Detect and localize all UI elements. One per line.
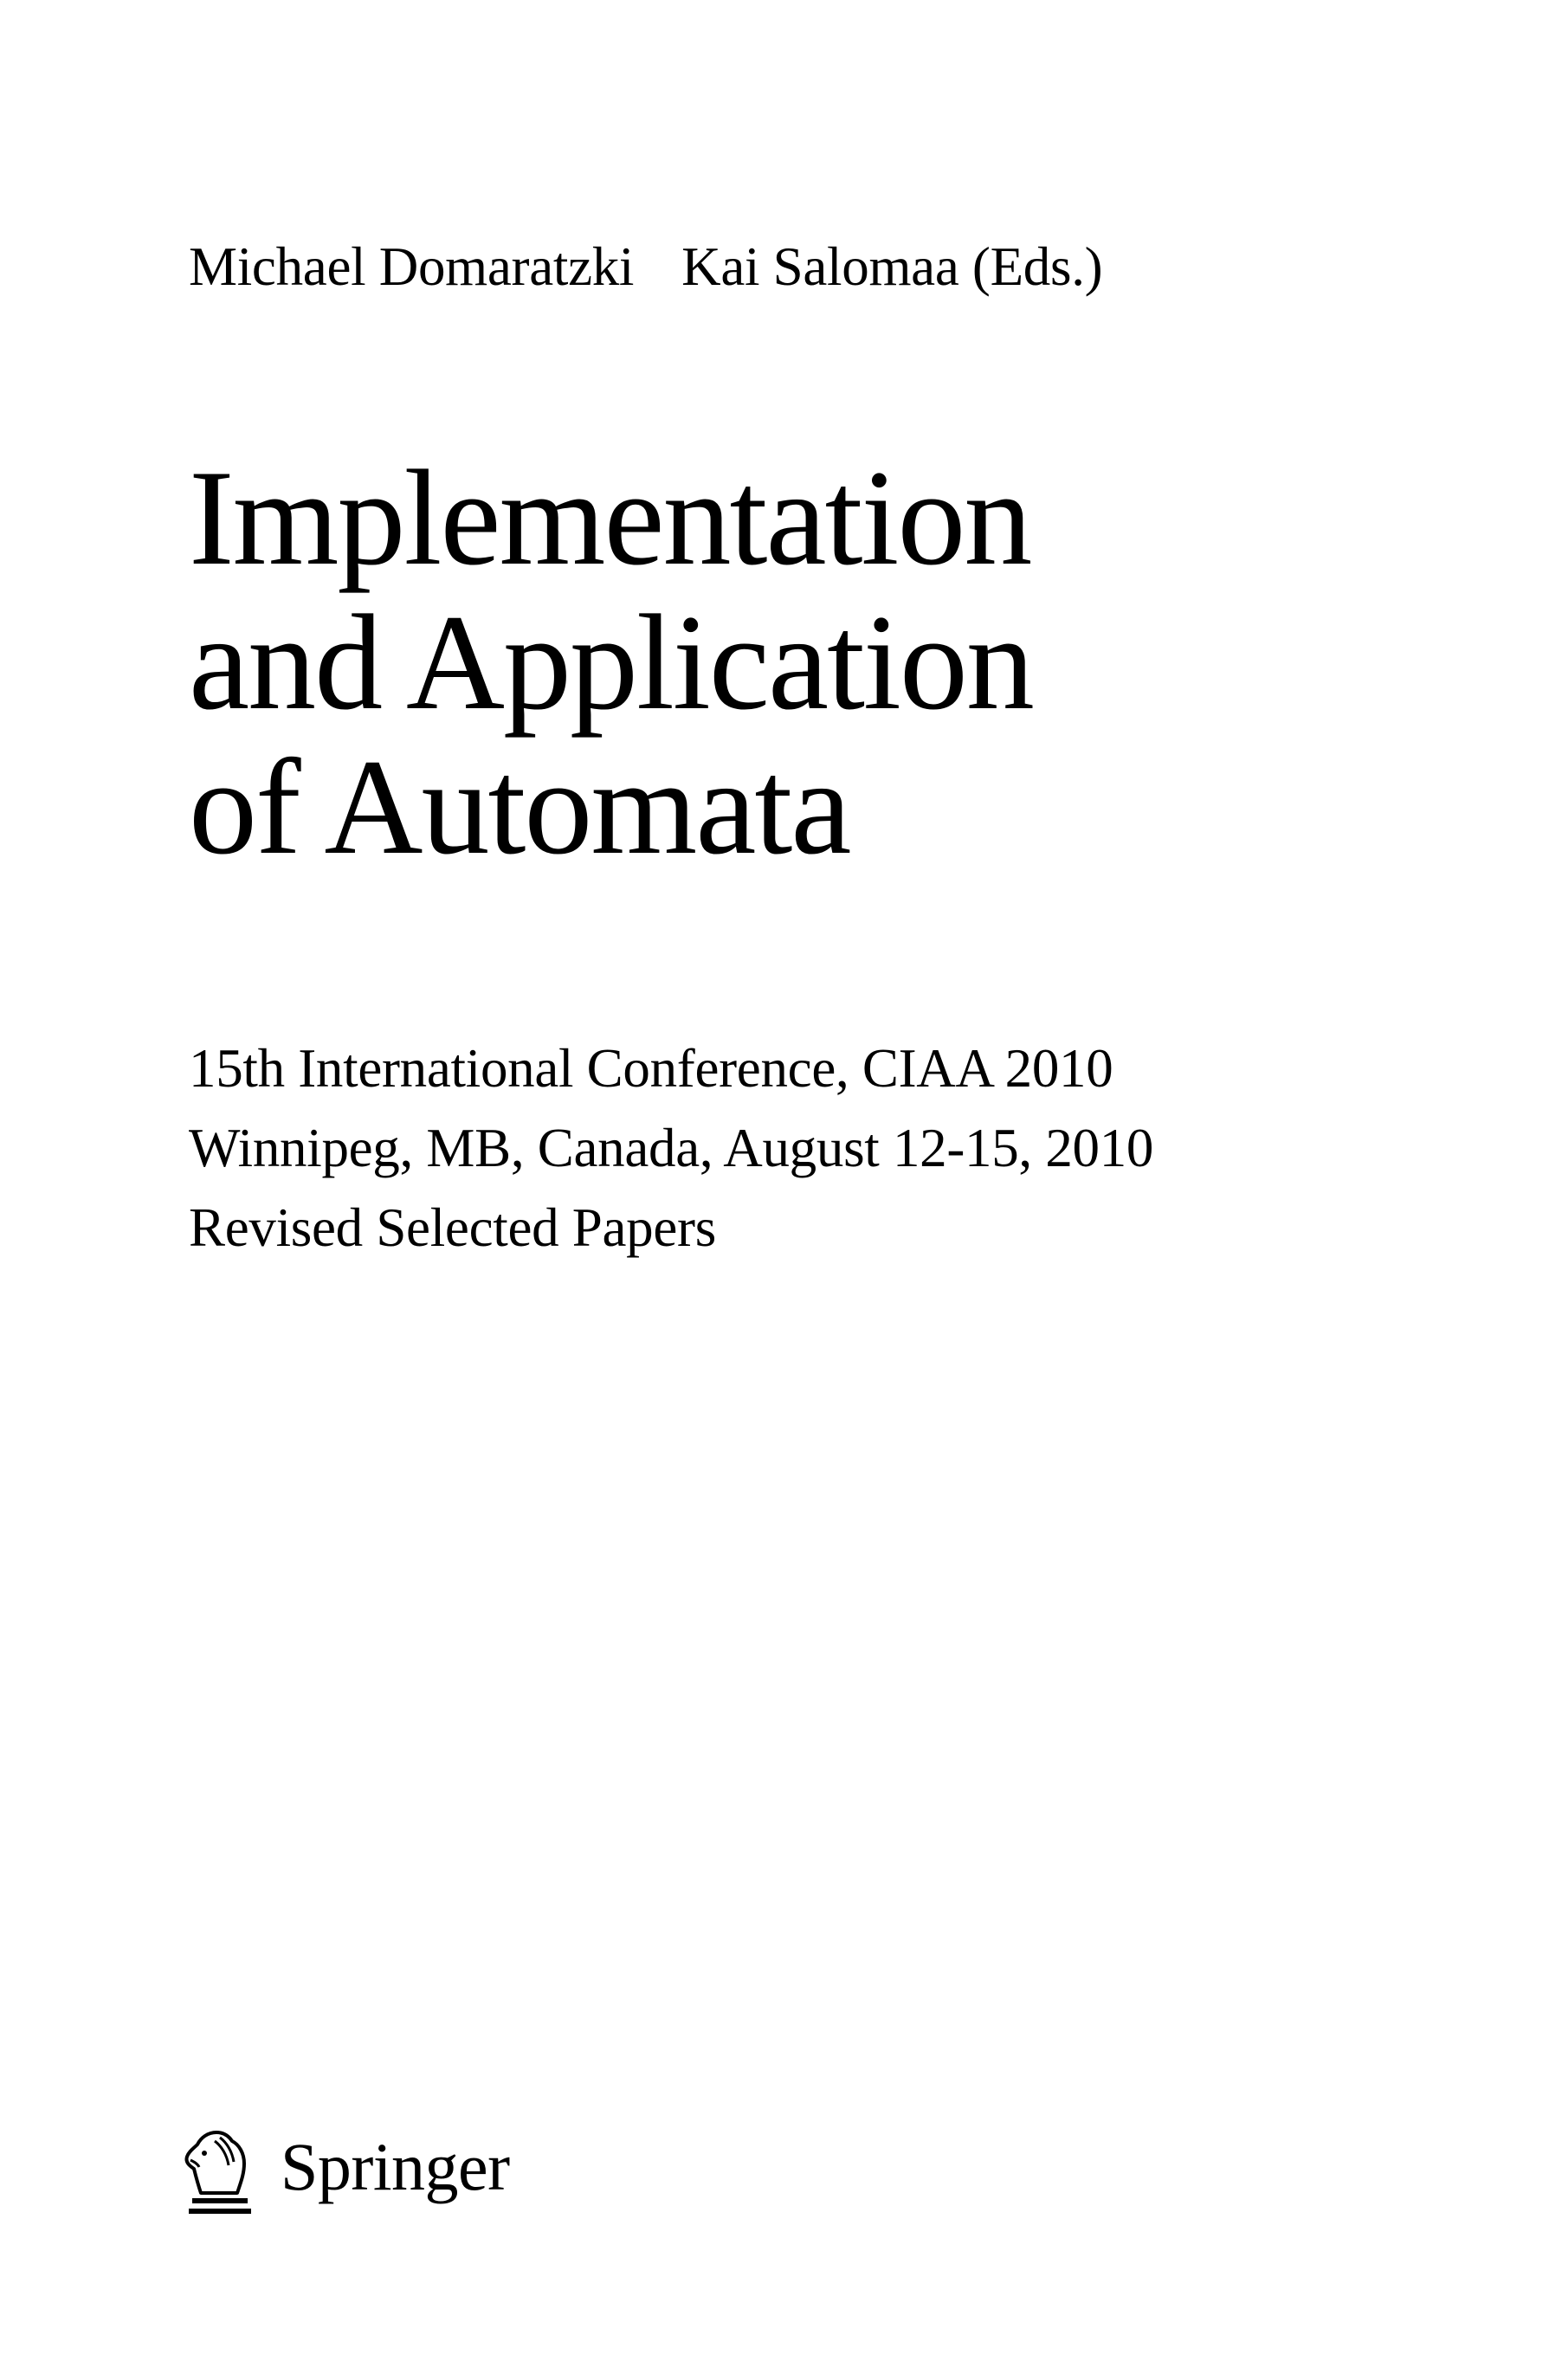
subtitle-line: 15th International Conference, CIAA 2010 bbox=[189, 1038, 1113, 1099]
book-title bbox=[189, 442, 1033, 883]
subtitle-line: Winnipeg, MB, Canada, August 12-15, 2010 bbox=[189, 1118, 1154, 1178]
editor-name: Michael Domaratzki bbox=[189, 236, 635, 297]
publisher-name: Springer bbox=[281, 2129, 510, 2204]
book-title-line: Implementation bbox=[189, 442, 1031, 594]
book-title-line: and Application bbox=[189, 587, 1033, 739]
springer-knight-horse-icon bbox=[175, 2125, 261, 2221]
subtitle-line: Revised Selected Papers bbox=[189, 1197, 716, 1258]
publisher-imprint bbox=[175, 2125, 510, 2221]
editor-name: Kai Salomaa (Eds.) bbox=[681, 236, 1103, 297]
editors-line bbox=[189, 235, 1102, 298]
conference-subtitle bbox=[189, 1029, 1153, 1267]
book-title-line: of Automata bbox=[189, 732, 850, 883]
